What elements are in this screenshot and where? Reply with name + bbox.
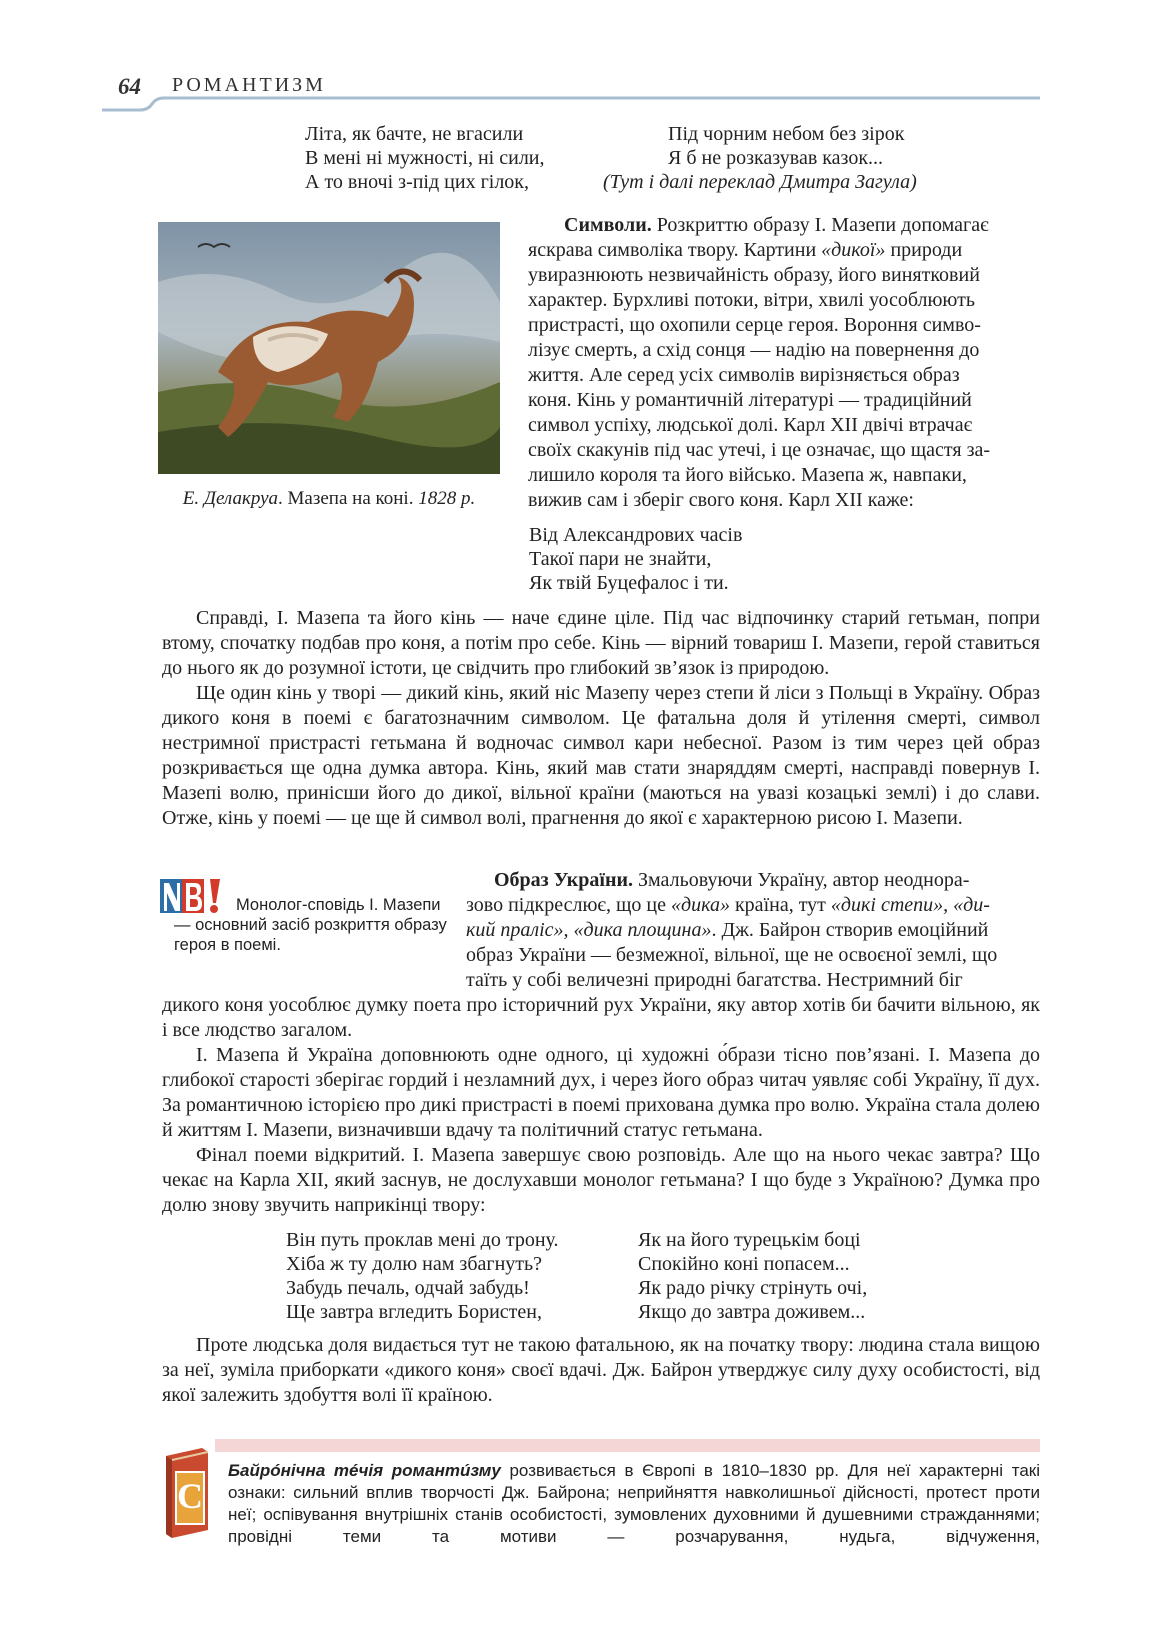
verse-line: Як радо річку стрінуть очі, xyxy=(638,1277,868,1299)
ukraine-heading: Образ України. xyxy=(494,869,634,891)
header-rule xyxy=(102,96,1040,118)
text-line: яскрава символіка твору. Картини xyxy=(528,239,822,261)
definition-term: Байрóнічна тéчія романтúзму xyxy=(228,1461,501,1480)
painting-caption xyxy=(150,488,508,510)
verse-line: Він путь проклав мені до трону. xyxy=(286,1229,559,1251)
painting-mazeppa-on-horse xyxy=(158,222,500,474)
text-line: образ України — безмежної, вільної, ще не освоєної землі, що xyxy=(466,944,998,966)
text-line: увиразнюють незвичайність образу, його винятковий xyxy=(528,264,980,286)
verse-line: Якщо до завтра доживем... xyxy=(638,1301,866,1323)
paragraph-horse: Справді, І. Мазепа та його кінь — наче єдине ціле. Під час відпочинку старий гетьман, попри втому, спочатку подбав про коня, а потім про себе. Кінь — вірний товариш І. Мазепи, герой ставиться до нього як до розумної істоти, це свідчить про глибокий зв’язок із природою. xyxy=(162,607,1040,679)
verse-line: Ще завтра вгледить Бористен, xyxy=(286,1301,542,1323)
paragraph-mazepa-ukraine: І. Мазепа й Україна доповнюють одне одного, ці художні о́брази тісно пов’язані. І. Мазепа до глибокої старості зберігає гордий і незламний дух, і через його образ читач уявляє собі Україну, її дух. За романтичною історією про дикі пристрасті в поемі прихована думка про волю. Україна стала долею й життям І. Мазепи, визначивши вдачу та політичний статус гетьмана. xyxy=(162,1044,1040,1141)
verse-line: Такої пари не знайти, xyxy=(529,548,712,570)
nb-note xyxy=(174,895,450,955)
text-line: зово підкреслює, що це xyxy=(466,894,671,916)
text-line: життя. Але серед усіх символів вирізняється образ xyxy=(528,364,960,386)
verse-line: В мені ні мужності, ні сили, xyxy=(305,147,545,169)
text-line: своїх скакунів під час утечі, і це означає, що щастя за- xyxy=(528,439,991,461)
verse-line: Спокійно коні попасем... xyxy=(638,1253,850,1275)
definition-body: розвивається в Європі в 1810–1830 рр. Для неї характерні такі ознаки: сильний вплив творчості Дж. Байрона; неприйняття навколишньої дійсності, протест проти неї; оспівування внутрішніх станів особистості, зумовлених духовними й душевними стражданнями; провідні теми та мотиви — розчарування, нудьга, відчуження, xyxy=(228,1461,1040,1546)
text-quote: кий праліс», «дика площина» xyxy=(466,919,712,941)
page-number: 64 xyxy=(118,74,141,99)
running-head: РОМАНТИЗМ xyxy=(172,74,326,96)
verse-line: Хіба ж ту долю нам збагнуть? xyxy=(286,1253,543,1275)
text-line: характер. Бурхливі потоки, вітри, хвилі уособлюють xyxy=(528,289,975,311)
symbols-paragraph xyxy=(528,213,1040,513)
verse-3-right xyxy=(638,1228,867,1324)
text-line: лізує смерть, а схід сонця — надію на повернення до xyxy=(528,339,980,361)
text-quote: «дикої» xyxy=(821,239,886,261)
paragraph-finale: Фінал поеми відкритий. І. Мазепа завершує свою розповідь. Але що на нього чекає завтра? Що чекає на Карла XII, який заснув, не дослухавши монолог гетьмана? І що буде з Україною? Думка про долю знову звучить наприкінці твору: xyxy=(162,1144,1040,1216)
text-line: Змальовуючи Україну, автор неоднора- xyxy=(633,869,970,891)
verse-line: Як на його турецькім боці xyxy=(638,1229,861,1251)
translation-note: (Тут і далі переклад Дмитра Загула) xyxy=(603,171,917,193)
verse-2 xyxy=(529,523,742,595)
verse-line: Під чорним небом без зірок xyxy=(668,123,905,145)
verse-1-right xyxy=(668,122,904,170)
text-line: Розкриттю образу І. Мазепи допомагає xyxy=(651,214,989,236)
text-line: символ успіху, людської долі. Карл XII двічі втрачає xyxy=(528,414,973,436)
verse-line: Я б не розказував казок... xyxy=(668,147,884,169)
definition-text xyxy=(228,1460,1040,1548)
text-line: природи xyxy=(885,239,963,261)
book-icon xyxy=(158,1446,214,1538)
text-line: . Дж. Байрон створив емоційний xyxy=(711,919,989,941)
verse-line: А то вночі з-під цих гілок, xyxy=(305,171,530,193)
ukraine-paragraph-rest: дикого коня уособлює думку поета про історичний рух України, яку автор хотів би бачити вільною, як і все людство загалом. xyxy=(162,994,1040,1041)
text-quote: «дикі степи», «ди- xyxy=(830,894,990,916)
nb-note-text: Монолог-сповідь І. Мазепи — основний засіб розкриття образу героя в поемі. xyxy=(174,896,447,954)
verse-line: Забудь печаль, одчай забудь! xyxy=(286,1277,530,1299)
text-line: таїть у собі величезні природні багатства. Нестримний біг xyxy=(466,969,963,991)
text-line: пристрасті, що охопили серце героя. Вороння симво- xyxy=(528,314,981,336)
verse-1-left xyxy=(305,122,545,194)
text-line: коня. Кінь у романтичній літературі — традиційний xyxy=(528,389,972,411)
verse-3-left xyxy=(286,1228,559,1324)
text-quote: «дика» xyxy=(670,894,730,916)
text-line: вижив сам і зберіг свого коня. Карл XII каже: xyxy=(528,489,914,511)
verse-line: Від Александрових часів xyxy=(529,524,743,546)
text-line: країна, тут xyxy=(729,894,831,916)
definition-band xyxy=(215,1439,1040,1452)
verse-line: Як твій Буцефалос і ти. xyxy=(529,572,729,594)
caption-author: Е. Делакруа xyxy=(182,488,279,509)
paragraph-conclusion: Проте людська доля видається тут не такою фатальною, як на початку твору: людина стала вищою за неї, зуміла приборкати «дикого коня» своєї вдачі. Дж. Байрон утверджує силу духу особистості, від якої залежить здобуття волі її країною. xyxy=(162,1334,1040,1406)
book-icon-letter: С xyxy=(177,1476,203,1516)
symbols-heading: Символи. xyxy=(564,214,652,236)
verse-line: Літа, як бачте, не вгасили xyxy=(305,123,524,145)
paragraph-wild-horse: Ще один кінь у творі — дикий кінь, який ніс Мазепу через степи й ліси з Польщі в Україну. Образ дикого коня в поемі є багатозначним символом. Це фатальна доля й утілення смерті, символ нестримної пристрасті гетьмана й водночас символ кари небесної. Разом із тим через цей образ розкривається ще одна думка автора. Кінь, який мав стати знаряддям смерті, насправді повернув І. Мазепі волю, принісши його до дикої, вільної країни (маються на увазі козацькі землі) і до слави. Отже, кінь у поемі — це ще й символ волі, прагнення до якої є характерною рисою І. Мазепи. xyxy=(162,682,1040,829)
caption-year: 1828 р. xyxy=(418,488,476,509)
caption-title: . Мазепа на коні. xyxy=(278,488,414,509)
text-line: лишило короля та його військо. Мазепа ж, навпаки, xyxy=(528,464,967,486)
ukraine-paragraph-top xyxy=(466,868,1040,993)
